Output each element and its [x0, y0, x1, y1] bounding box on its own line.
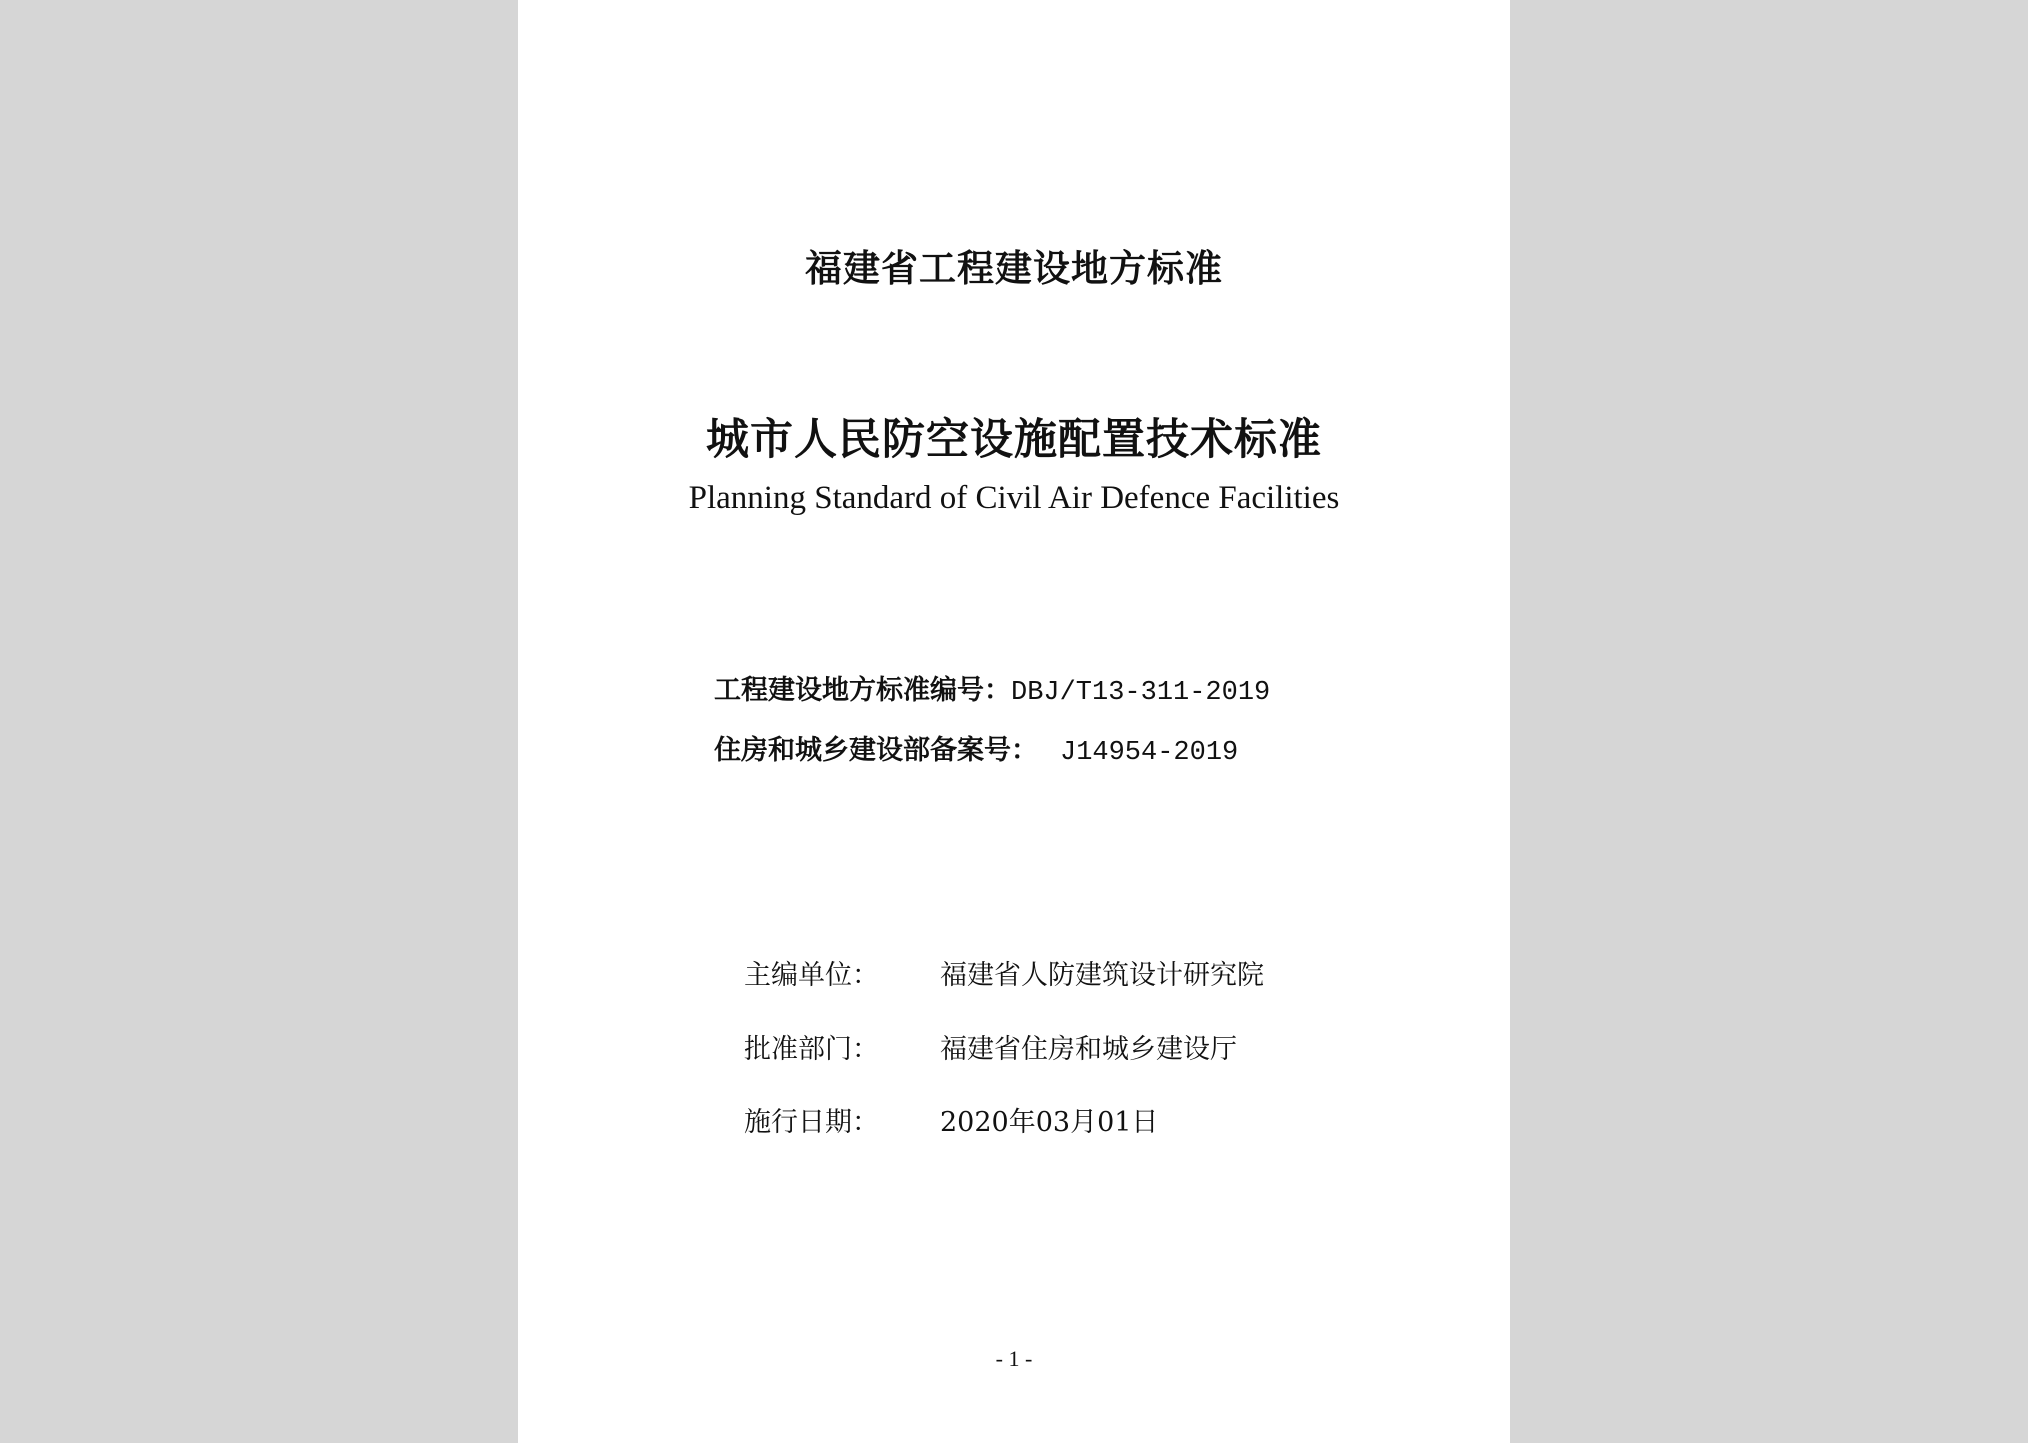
effective-date-label: 施行日期：	[744, 1107, 879, 1138]
document-title-english: Planning Standard of Civil Air Defence Facilities	[688, 480, 1340, 516]
series-title: 福建省工程建设地方标准	[805, 247, 1223, 290]
standard-code-label: 工程建设地方标准编号：	[714, 675, 1011, 706]
chief-editor-label: 主编单位：	[744, 960, 879, 991]
document-page	[518, 0, 1510, 1443]
effective-date-row	[744, 1100, 1158, 1139]
approval-department-label: 批准部门：	[744, 1034, 879, 1065]
effective-date-value: 2020年03月01日	[940, 1107, 1159, 1138]
standard-code-row	[714, 668, 1270, 708]
page-number: - 1 -	[995, 1346, 1033, 1371]
filing-number-row	[714, 728, 1238, 768]
approval-department-value: 福建省住房和城乡建设厅	[940, 1034, 1237, 1065]
approval-department-row	[744, 1027, 1237, 1066]
document-title-chinese: 城市人民防空设施配置技术标准	[706, 415, 1322, 465]
chief-editor-value: 福建省人防建筑设计研究院	[940, 960, 1264, 991]
standard-code-value: DBJ/T13-311-2019	[1011, 678, 1271, 708]
filing-number-value: J14954-2019	[1060, 738, 1239, 768]
filing-number-label: 住房和城乡建设部备案号：	[714, 735, 1038, 766]
chief-editor-row	[744, 953, 1264, 992]
